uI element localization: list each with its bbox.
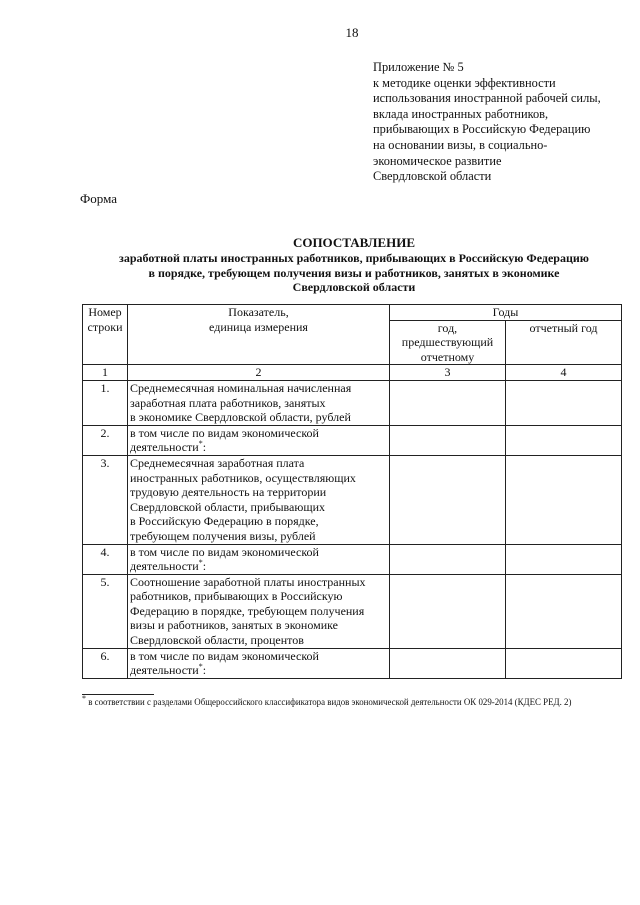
header-years: Годы <box>390 305 622 321</box>
appendix-line: к методике оценки эффективности <box>373 75 556 90</box>
header-text: Номер <box>88 305 122 319</box>
footnote-mark: * <box>198 439 203 449</box>
indicator-line: Свердловской области, процентов <box>130 633 304 648</box>
title-line: заработной платы иностранных работников, прибывающих в Российскую Федерацию <box>119 251 589 265</box>
indicator-line: Среднемесячная заработная плата <box>130 455 305 470</box>
indicator-line: заработная плата работников, занятых <box>130 395 326 410</box>
indicator-suffix: : <box>202 663 207 678</box>
header-text: Показатель, <box>228 305 289 319</box>
report-year-value[interactable] <box>506 380 622 425</box>
row-number: 2. <box>83 425 128 455</box>
indicator-cell <box>128 380 390 425</box>
table-row <box>83 574 622 648</box>
header-prev-year <box>390 320 506 365</box>
indicator-line-with-mark <box>130 663 387 678</box>
indicator-text: деятельности <box>130 559 199 574</box>
row-number: 4. <box>83 544 128 574</box>
indicator-line: трудовую деятельность на территории <box>130 485 327 500</box>
appendix-line: Приложение № 5 <box>373 60 464 74</box>
prev-year-value[interactable] <box>390 425 506 455</box>
appendix-line: на основании визы, в социально- <box>373 137 548 152</box>
indicator-line: работников, прибывающих в Российскую <box>130 589 343 604</box>
header-text: год, <box>437 320 458 335</box>
row-number: 5. <box>83 574 128 648</box>
footnote-mark: * <box>82 694 86 704</box>
appendix-line: экономическое развитие <box>373 153 502 168</box>
indicator-suffix: : <box>202 559 207 574</box>
footnote-text: в соответствии с разделами Общероссийского классификатора видов экономической деятельности ОК 029-2014 (КДЕС РЕД. 2) <box>86 697 572 707</box>
row-number: 6. <box>83 648 128 678</box>
header-text: предшествующий <box>401 335 494 350</box>
title-line: в порядке, требующем получения визы и работников, занятых в экономике <box>148 265 560 280</box>
header-row <box>83 305 622 321</box>
header-indicator <box>128 305 390 365</box>
indicator-line: иностранных работников, осуществляющих <box>130 470 356 485</box>
indicator-line: Свердловской области, прибывающих <box>130 499 326 514</box>
page-number: 18 <box>345 25 359 40</box>
indicator-cell <box>128 648 390 678</box>
report-year-value[interactable] <box>506 425 622 455</box>
title-main: СОПОСТАВЛЕНИЕ <box>292 235 416 250</box>
row-number: 3. <box>83 455 128 544</box>
header-text: строки <box>87 319 123 334</box>
indicator-cell <box>128 455 390 544</box>
column-number-row <box>83 365 622 381</box>
appendix-line: прибывающих в Российскую Федерацию <box>373 122 591 137</box>
form-label: Форма <box>80 191 117 206</box>
table-row <box>83 648 622 678</box>
column-number: 2 <box>128 365 390 381</box>
indicator-line: в том числе по видам экономической <box>130 544 319 559</box>
table-row <box>83 380 622 425</box>
comparison-table <box>82 304 622 679</box>
indicator-text: деятельности <box>130 663 199 678</box>
indicator-line: требующем получения визы, рублей <box>130 528 316 543</box>
appendix-line: вклада иностранных работников, <box>373 106 549 121</box>
prev-year-value[interactable] <box>390 380 506 425</box>
row-number: 1. <box>83 380 128 425</box>
indicator-suffix: : <box>202 440 207 455</box>
indicator-line-with-mark <box>130 440 387 455</box>
footnote-mark: * <box>198 662 203 672</box>
header-row-number <box>83 305 128 365</box>
column-number: 4 <box>506 365 622 381</box>
indicator-line: в экономике Свердловской области, рублей <box>130 410 351 425</box>
indicator-line: в том числе по видам экономической <box>130 648 319 663</box>
indicator-line: Федерацию в порядке, требующем получения <box>130 603 365 618</box>
table-row <box>83 544 622 574</box>
indicator-text: деятельности <box>130 440 199 455</box>
footnote-mark: * <box>198 558 203 568</box>
footnote-divider <box>82 694 154 695</box>
prev-year-value[interactable] <box>390 574 506 648</box>
report-year-value[interactable] <box>506 544 622 574</box>
document-title <box>84 235 624 295</box>
appendix-note <box>373 60 635 185</box>
prev-year-value[interactable] <box>390 455 506 544</box>
table-row <box>83 455 622 544</box>
header-report-year: отчетный год <box>506 320 622 365</box>
column-number: 1 <box>83 365 128 381</box>
indicator-line: Среднемесячная номинальная начисленная <box>130 380 352 395</box>
column-number: 3 <box>390 365 506 381</box>
table-row <box>83 425 622 455</box>
report-year-value[interactable] <box>506 455 622 544</box>
appendix-line: использования иностранной рабочей силы, <box>373 91 601 106</box>
header-text: отчетному <box>420 349 475 364</box>
indicator-line: Соотношение заработной платы иностранных <box>130 574 366 589</box>
indicator-cell <box>128 574 390 648</box>
indicator-line: в том числе по видам экономической <box>130 425 319 440</box>
title-line: Свердловской области <box>292 280 416 294</box>
header-text: единица измерения <box>209 319 308 334</box>
indicator-line: в Российскую Федерацию в порядке, <box>130 514 319 529</box>
indicator-line-with-mark <box>130 559 387 574</box>
indicator-cell <box>128 425 390 455</box>
appendix-line: Свердловской области <box>373 169 492 184</box>
footnote <box>82 694 572 707</box>
report-year-value[interactable] <box>506 648 622 678</box>
report-year-value[interactable] <box>506 574 622 648</box>
prev-year-value[interactable] <box>390 544 506 574</box>
indicator-line: визы и работников, занятых в экономике <box>130 618 338 633</box>
prev-year-value[interactable] <box>390 648 506 678</box>
indicator-cell <box>128 544 390 574</box>
